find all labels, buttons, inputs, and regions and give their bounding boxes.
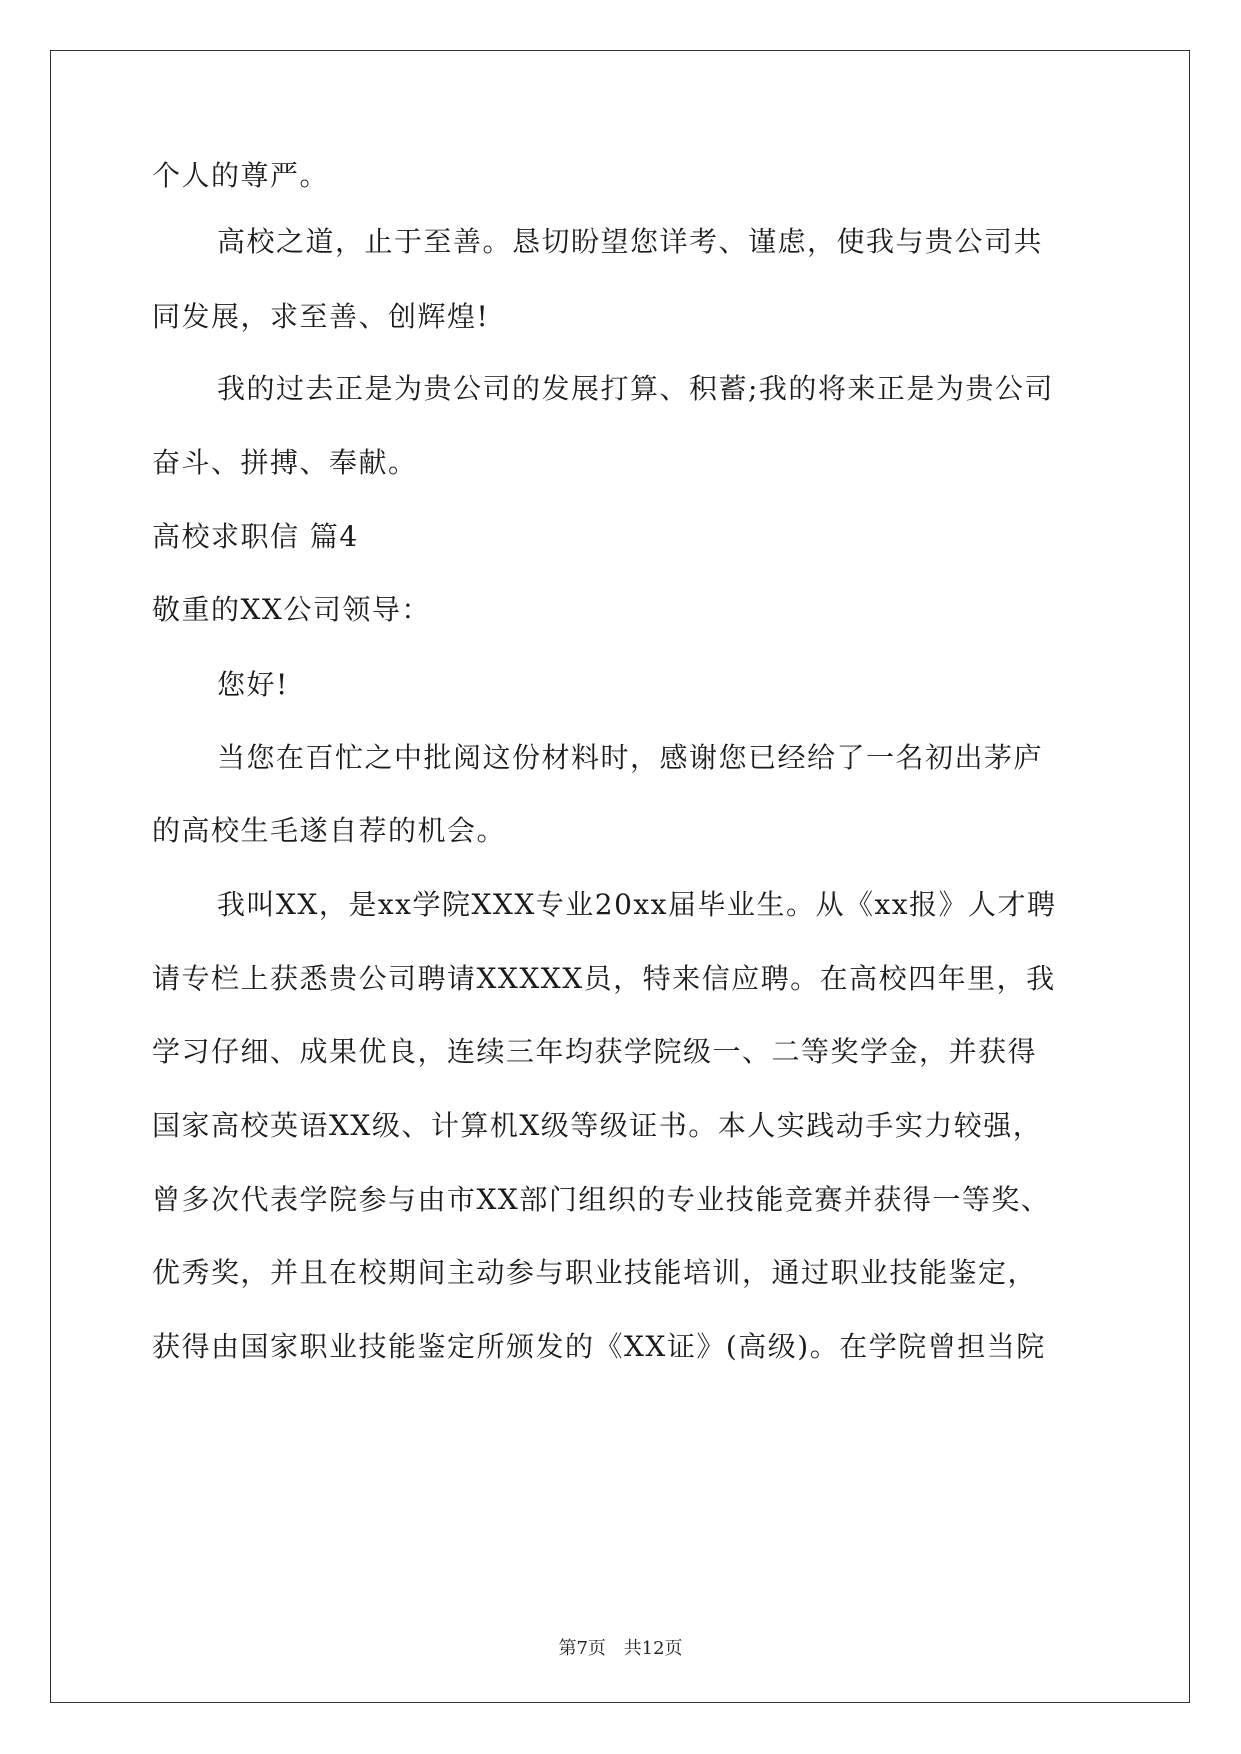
text-line: 同发展，求至善、创辉煌! [152, 300, 490, 333]
text-line: 国家高校英语XX级、计算机X级等级证书。本人实践动手实力较强， [152, 1109, 1043, 1142]
section-heading: 高校求职信 篇4 [152, 520, 359, 553]
page-footer [0, 1634, 1241, 1660]
text-line: 高校之道，止于至善。恳切盼望您详考、谨虑，使我与贵公司共 [217, 225, 1044, 258]
text-line: 获得由国家职业技能鉴定所颁发的《XX证》(高级)。在学院曾担当院 [152, 1330, 1046, 1363]
text-line: 的高校生毛遂自荐的机会。 [152, 814, 507, 847]
text-line: 优秀奖，并且在校期间主动参与职业技能培训，通过职业技能鉴定， [152, 1256, 1038, 1289]
salutation: 敬重的XX公司领导： [152, 593, 431, 626]
text-line: 个人的尊严。 [152, 159, 330, 192]
text-line: 曾多次代表学院参与由市XX部门组织的专业技能竞赛并获得一等奖、 [152, 1183, 1051, 1216]
text-line: 请专栏上获悉贵公司聘请XXXXX员，特来信应聘。在高校四年里，我 [152, 962, 1056, 995]
text-line: 我的过去正是为贵公司的发展打算、积蓄;我的将来正是为贵公司 [217, 372, 1054, 405]
page-total: 共12页 [623, 1638, 683, 1659]
greeting: 您好! [217, 668, 289, 701]
page-number: 第7页 [558, 1638, 606, 1659]
text-line: 奋斗、拼搏、奉献。 [152, 446, 418, 479]
text-line: 学习仔细、成果优良，连续三年均获学院级一、二等奖学金，并获得 [152, 1035, 1038, 1068]
text-line: 我叫XX，是xx学院XXX专业20xx届毕业生。从《xx报》人才聘 [217, 888, 1057, 921]
text-line: 当您在百忙之中批阅这份材料时，感谢您已经给了一名初出茅庐 [217, 741, 1044, 774]
